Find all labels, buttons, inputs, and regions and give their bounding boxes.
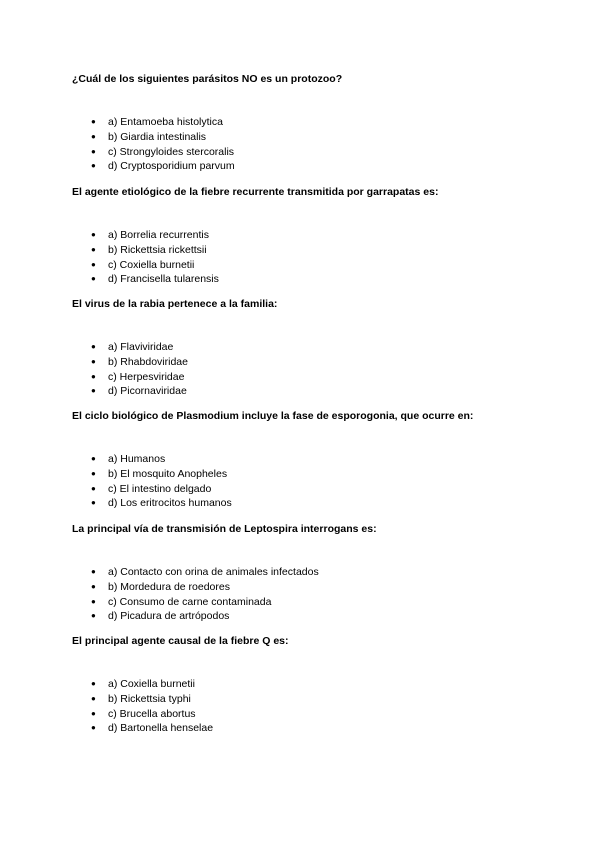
options-list xyxy=(72,452,542,511)
option-text: c) Coxiella burnetii xyxy=(108,258,195,271)
list-item xyxy=(72,340,542,355)
bullet-icon: ● xyxy=(91,483,96,493)
bullet-icon: ● xyxy=(91,274,96,284)
bullet-icon: ● xyxy=(91,244,96,254)
question-title: El virus de la rabia pertenece a la familia: xyxy=(72,298,278,310)
list-item xyxy=(72,355,542,370)
question-1 xyxy=(72,72,542,174)
bullet-icon: ● xyxy=(91,498,96,508)
bullet-icon: ● xyxy=(91,161,96,171)
option-text: c) Brucella abortus xyxy=(108,707,196,720)
option-text: c) Strongyloides stercoralis xyxy=(108,145,235,158)
option-text: a) Flaviviridae xyxy=(108,341,174,353)
list-item xyxy=(72,130,542,145)
question-title: El ciclo biológico de Plasmodium incluye la fase de esporogonia, que ocurre en: xyxy=(72,410,474,422)
list-item xyxy=(72,243,542,258)
question-title: La principal vía de transmisión de Leptospira interrogans es: xyxy=(72,523,377,535)
bullet-icon: ● xyxy=(91,596,96,606)
list-item xyxy=(72,580,542,595)
question-6 xyxy=(72,634,542,736)
bullet-icon: ● xyxy=(91,581,96,591)
bullet-icon: ● xyxy=(91,468,96,478)
list-item xyxy=(72,258,542,273)
option-text: b) Giardia intestinalis xyxy=(108,130,207,143)
options-list xyxy=(72,228,542,287)
question-title: El agente etiológico de la fiebre recurrente transmitida por garrapatas es: xyxy=(72,186,439,198)
list-item xyxy=(72,159,542,174)
options-list xyxy=(72,115,542,174)
list-item xyxy=(72,370,542,385)
option-text: a) Borrelia recurrentis xyxy=(108,229,209,241)
option-text: b) Rickettsia typhi xyxy=(108,692,191,705)
option-text: b) Mordedura de roedores xyxy=(108,580,230,593)
option-text: a) Entamoeba histolytica xyxy=(108,116,223,128)
option-text: d) Picadura de artrópodos xyxy=(108,610,230,623)
list-item xyxy=(72,228,542,243)
list-item xyxy=(72,384,542,399)
option-text: a) Humanos xyxy=(108,453,166,465)
question-2 xyxy=(72,185,542,287)
list-item xyxy=(72,609,542,624)
list-item xyxy=(72,482,542,497)
bullet-icon: ● xyxy=(91,723,96,733)
option-text: d) Cryptosporidium parvum xyxy=(108,160,235,173)
question-3 xyxy=(72,297,542,399)
question-5 xyxy=(72,522,542,624)
list-item xyxy=(72,595,542,610)
list-item xyxy=(72,677,542,692)
option-text: d) Bartonella henselae xyxy=(108,722,214,735)
bullet-icon: ● xyxy=(91,567,96,576)
option-text: d) Picornaviridae xyxy=(108,385,187,398)
option-text: c) El intestino delgado xyxy=(108,482,212,495)
option-text: c) Consumo de carne contaminada xyxy=(108,595,272,608)
options-list xyxy=(72,340,542,399)
list-item xyxy=(72,496,542,511)
bullet-icon: ● xyxy=(91,356,96,366)
bullet-icon: ● xyxy=(91,117,96,126)
bullet-icon: ● xyxy=(91,708,96,718)
list-item xyxy=(72,272,542,287)
bullet-icon: ● xyxy=(91,371,96,381)
list-item xyxy=(72,721,542,736)
list-item xyxy=(72,145,542,160)
option-text: b) El mosquito Anopheles xyxy=(108,467,228,480)
bullet-icon: ● xyxy=(91,386,96,396)
options-list xyxy=(72,677,542,736)
option-text: b) Rickettsia rickettsii xyxy=(108,243,207,256)
question-title: ¿Cuál de los siguientes parásitos NO es un protozoo? xyxy=(72,73,343,85)
option-text: c) Herpesviridae xyxy=(108,370,185,383)
option-text: d) Francisella tularensis xyxy=(108,273,219,286)
bullet-icon: ● xyxy=(91,131,96,141)
bullet-icon: ● xyxy=(91,611,96,621)
bullet-icon: ● xyxy=(91,454,96,463)
bullet-icon: ● xyxy=(91,679,96,688)
list-item xyxy=(72,452,542,467)
bullet-icon: ● xyxy=(91,230,96,239)
option-text: a) Coxiella burnetii xyxy=(108,678,195,690)
question-title: El principal agente causal de la fiebre Q es: xyxy=(72,635,289,647)
list-item xyxy=(72,707,542,722)
list-item xyxy=(72,115,542,130)
option-text: d) Los eritrocitos humanos xyxy=(108,497,232,510)
options-list xyxy=(72,565,542,624)
bullet-icon: ● xyxy=(91,693,96,703)
bullet-icon: ● xyxy=(91,342,96,351)
option-text: b) Rhabdoviridae xyxy=(108,355,188,368)
list-item xyxy=(72,565,542,580)
bullet-icon: ● xyxy=(91,146,96,156)
list-item xyxy=(72,467,542,482)
option-text: a) Contacto con orina de animales infectados xyxy=(108,566,319,578)
bullet-icon: ● xyxy=(91,259,96,269)
question-4 xyxy=(72,409,542,511)
list-item xyxy=(72,692,542,707)
